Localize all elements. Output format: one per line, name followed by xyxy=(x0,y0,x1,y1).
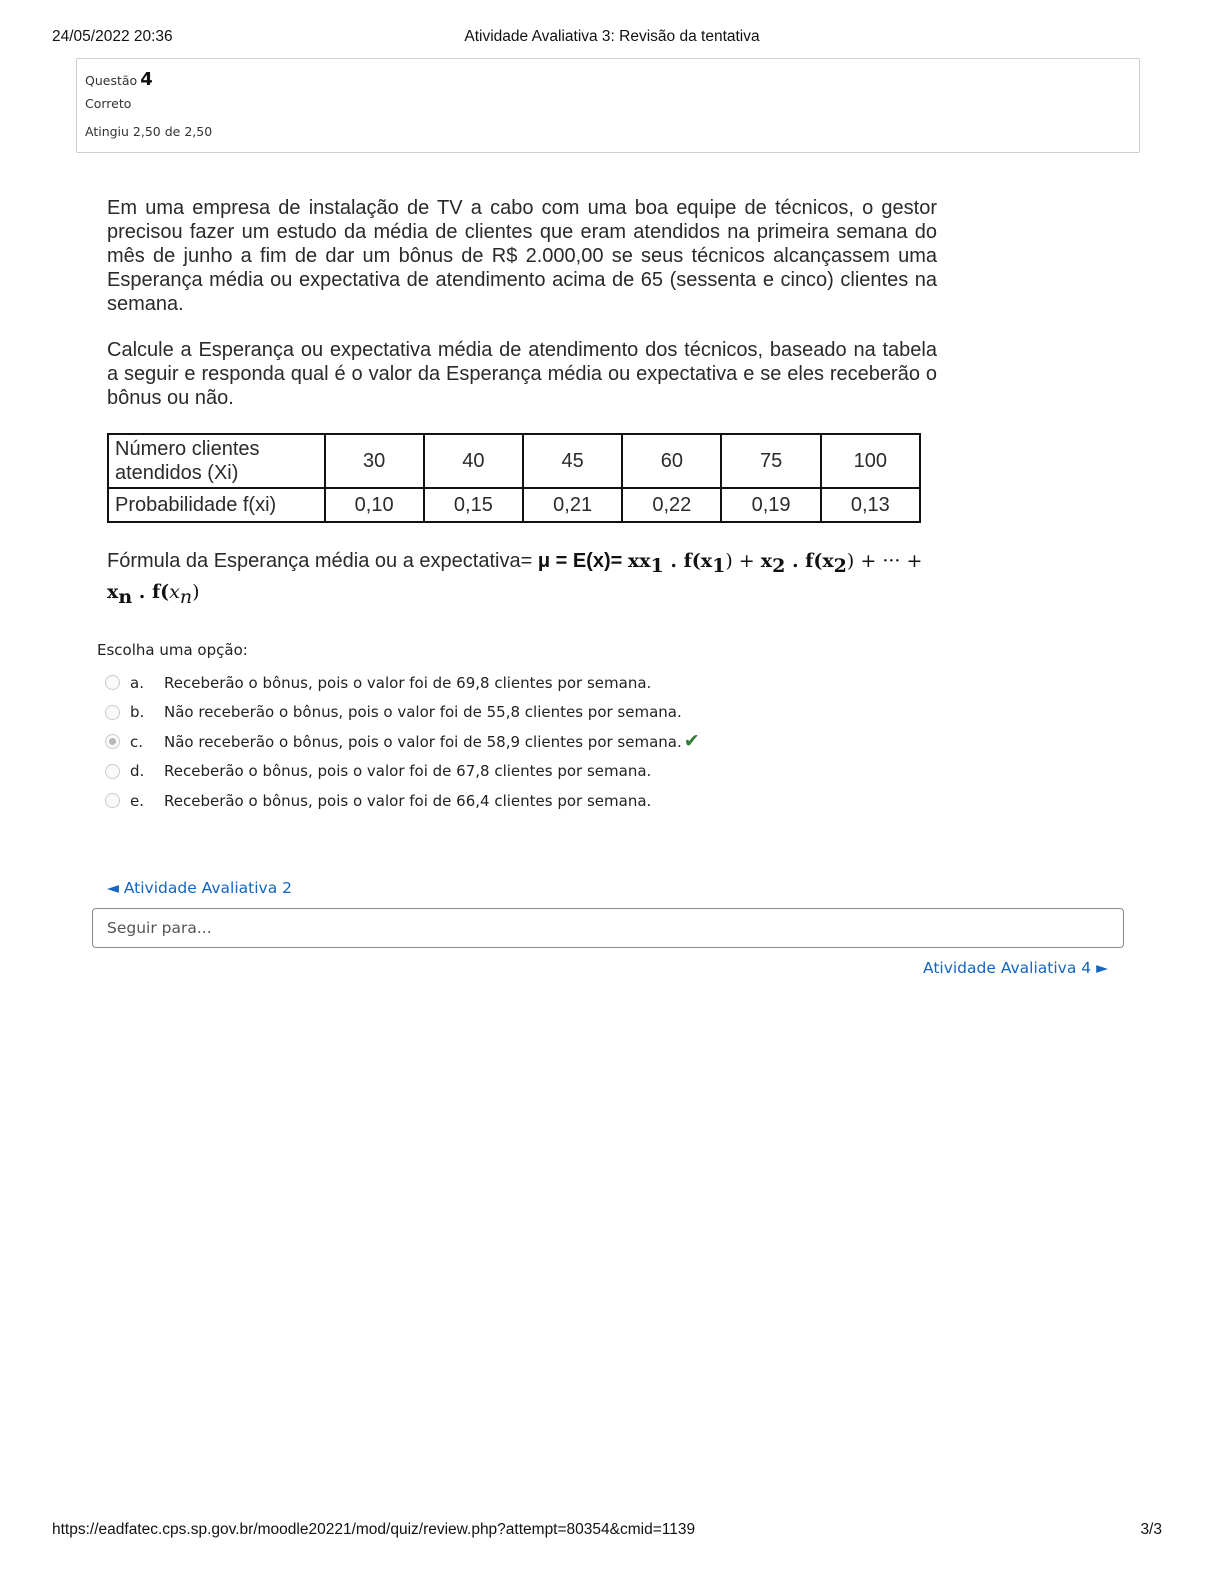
formula-sub: 1 xyxy=(712,555,726,577)
table-cell: 0,21 xyxy=(523,488,622,522)
print-header xyxy=(52,28,1172,50)
option-text: Receberão o bônus, pois o valor foi de 66,4 clientes por semana. xyxy=(164,791,652,810)
table-cell: 40 xyxy=(424,434,523,488)
table-row-header: Probabilidade f(xi) xyxy=(108,488,325,522)
formula-prefix: Fórmula da Esperança média ou a expectativa= xyxy=(107,550,533,572)
page-url: https://eadfatec.cps.sp.gov.br/moodle20221/mod/quiz/review.php?attempt=80354&cmid=1139 xyxy=(52,1521,696,1538)
option-letter: b. xyxy=(130,703,145,722)
question-paragraph-1: Em uma empresa de instalação de TV a cabo com uma boa equipe de técnicos, o gestor precisou fazer um estudo da média de clientes que eram atendidos na primeira semana do mês de junho a fim de dar um bônus de R$ 2.000,00 se seus técnicos alcançassem uma Esperança média ou expectativa de atendimento acima de 65 (sessenta e cinco) clientes na semana. xyxy=(107,197,937,315)
check-icon: ✔ xyxy=(683,730,700,753)
table-cell: 0,15 xyxy=(424,488,523,522)
formula-term: ) + ··· + xyxy=(846,550,923,572)
option-text: Não receberão o bônus, pois o valor foi de 58,9 clientes por semana. xyxy=(164,732,682,751)
formula-sub: n xyxy=(179,586,193,608)
table-row-clients xyxy=(108,434,920,488)
option-c[interactable] xyxy=(105,727,700,757)
question-number: 4 xyxy=(140,69,153,90)
formula-sub: n xyxy=(118,586,133,608)
formula-term: x xyxy=(107,581,119,603)
option-letter: a. xyxy=(130,673,144,692)
option-e[interactable] xyxy=(105,786,700,816)
radio-button-c-selected[interactable] xyxy=(105,734,120,749)
question-paragraph-2: Calcule a Esperança ou expectativa média de atendimento dos técnicos, baseado na tabela a seguir e responda qual é o valor da Esperança média ou expectativa e se eles receberão o bônus ou não. xyxy=(107,339,937,409)
print-title: Atividade Avaliativa 3: Revisão da tentativa xyxy=(464,28,760,45)
answer-options xyxy=(105,668,700,816)
formula-term: . f(x xyxy=(663,550,713,572)
probability-table xyxy=(107,433,921,523)
radio-button-b[interactable] xyxy=(105,705,120,720)
table-cell: 75 xyxy=(721,434,820,488)
table-row-probability xyxy=(108,488,920,522)
option-letter: d. xyxy=(130,762,145,781)
option-text: Receberão o bônus, pois o valor foi de 69,8 clientes por semana. xyxy=(164,673,652,692)
print-date: 24/05/2022 20:36 xyxy=(52,28,173,45)
answer-prompt: Escolha uma opção: xyxy=(97,641,248,659)
option-d[interactable] xyxy=(105,757,700,787)
formula-bold: μ = E(x)= xyxy=(537,550,623,572)
formula-sub: 2 xyxy=(833,555,847,577)
page-number: 3/3 xyxy=(1140,1521,1162,1538)
formula-term: . f( xyxy=(132,581,170,603)
print-footer xyxy=(52,1521,1162,1543)
table-cell: 0,13 xyxy=(821,488,920,522)
option-a[interactable] xyxy=(105,668,700,698)
radio-button-a[interactable] xyxy=(105,675,120,690)
question-label: Questão xyxy=(85,73,138,88)
formula-term: ) xyxy=(192,581,200,603)
question-grade: Atingiu 2,50 de 2,50 xyxy=(85,124,213,139)
option-text: Receberão o bônus, pois o valor foi de 67,8 clientes por semana. xyxy=(164,762,652,781)
formula-term: xx xyxy=(627,550,651,572)
formula-term: . f(x xyxy=(785,550,834,572)
question-state: Correto xyxy=(85,96,132,111)
table-cell: 0,10 xyxy=(325,488,424,522)
expectation-formula xyxy=(107,548,937,610)
formula-sub: 1 xyxy=(650,555,664,577)
radio-button-d[interactable] xyxy=(105,764,120,779)
table-cell: 100 xyxy=(821,434,920,488)
formula-term: x xyxy=(169,581,180,603)
question-info-box xyxy=(76,58,1140,153)
option-letter: c. xyxy=(130,732,144,751)
option-letter: e. xyxy=(130,791,144,810)
jump-to-placeholder: Seguir para... xyxy=(107,919,212,937)
table-cell: 45 xyxy=(523,434,622,488)
next-activity-link[interactable]: Atividade Avaliativa 4 ► xyxy=(922,959,1108,977)
table-cell: 30 xyxy=(325,434,424,488)
question-number-line xyxy=(85,69,1131,91)
table-cell: 0,22 xyxy=(622,488,721,522)
table-cell: 60 xyxy=(622,434,721,488)
option-text: Não receberão o bônus, pois o valor foi de 55,8 clientes por semana. xyxy=(164,703,682,722)
radio-button-e[interactable] xyxy=(105,793,120,808)
question-text xyxy=(107,196,937,432)
previous-activity-link[interactable]: ◄ Atividade Avaliativa 2 xyxy=(107,879,293,897)
option-b[interactable] xyxy=(105,698,700,728)
table-row-header: Número clientes atendidos (Xi) xyxy=(108,434,325,488)
jump-to-select[interactable] xyxy=(92,908,1124,948)
formula-sub: 2 xyxy=(772,555,786,577)
table-cell: 0,19 xyxy=(721,488,820,522)
formula-term: ) + xyxy=(725,550,761,572)
formula-term: x xyxy=(760,550,773,572)
